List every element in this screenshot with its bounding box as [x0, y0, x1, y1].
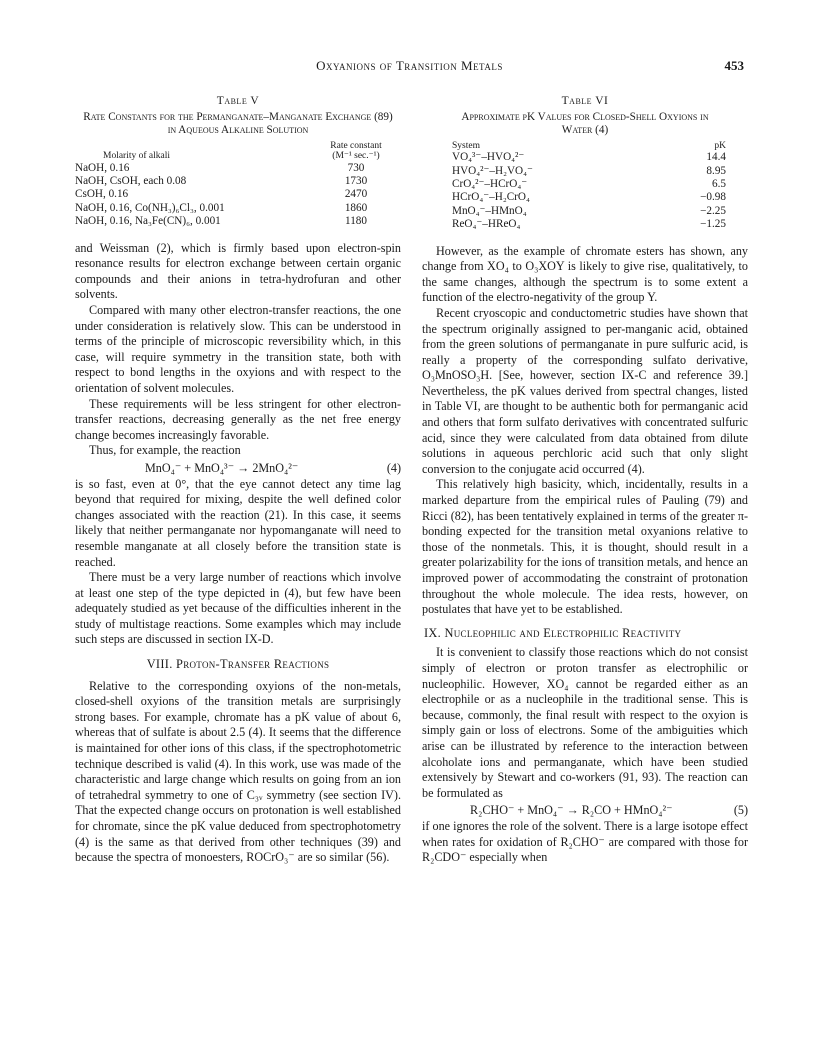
table-cell: NaOH, 0.16 — [75, 161, 130, 174]
table-cell: HVO₄²⁻–H₂VO₄⁻ — [452, 164, 533, 177]
paragraph: Relative to the corresponding oxyions of the non-metals, closed-shell oxyions of the transition metals are surprisingly strong bases. For example, chromate has a pK value of about 6, whereas that of sulfate is about 2.5 (4). It seems that the difference is maintained for other ions of this class, if the spectrophotometric technique described is valid (4). In this work, use was made of the characteristic and large change which results on going from an ion of tetrahedral symmetry to one of C₃ᵥ symmetry (see section IV). That the expected change occurs on protonation is well established for chromate, since the pK value deduced from spectrophotometry (4) is the same as that derived from other techniques (39) and because the spectra of monoesters, ROCrO₃⁻ are so similar (56). — [75, 678, 401, 865]
table-5 — [75, 94, 401, 229]
table-6-col2-header: pK — [714, 140, 726, 151]
table-5-label: Table V — [216, 95, 260, 107]
equation-body: R₂CHO⁻ + MnO₄⁻ → R₂CO + HMnO₄²⁻ — [470, 803, 673, 818]
paragraph: There must be a very large number of reactions which involve at least one step of the type depicted in (4), but few have been adequately studied as yet because of the difficulties inherent in the study of multistage reactions. Some examples which may include such steps are discussed in section IX-D. — [75, 570, 401, 647]
paragraph: Thus, for example, the reaction — [89, 443, 241, 458]
paragraph: These requirements will be less stringent for other electron-transfer reactions, decreasing generally as the net free energy change becomes increasingly favorable. — [75, 396, 401, 442]
table-row — [75, 188, 401, 201]
table-cell: 6.5 — [712, 177, 726, 190]
page-header — [75, 58, 744, 78]
table-cell: HCrO₄⁻–H₂CrO₄ — [452, 191, 530, 204]
paragraph: This relatively high basicity, which, incidentally, results in a marked departure from the empirical rules of Pauling (79) and Ricci (82), has been tentatively explained in terms of the greater π-bonding expected for the transition metal oxyanions relative to those of the nonmetals. This, it is thought, should result in a greater polarizability for the ions of transition metals, and hence an improved power of accommodating the constraint of protonation throughout the whole molecule. The idea rests, however, on postulates that have yet to be established. — [422, 477, 748, 617]
table-row — [422, 165, 748, 178]
table-cell: 2470 — [344, 188, 368, 201]
paragraph: is so fast, even at 0°, that the eye cannot detect any time lag beyond that required for mixing, despite the well defined color changes associated with the reaction (21). In this case, it seems likely that neither permanganate nor hypomanganate will need to resemble manganate at all closely before the transition state is reached. — [75, 476, 401, 569]
equation-5 — [422, 803, 748, 819]
table-row — [75, 215, 401, 228]
table-5-grid — [75, 141, 401, 229]
table-cell: NaOH, 0.16, Na₃Fe(CN)₆, 0.001 — [75, 215, 221, 228]
table-5-caption: Rate Constants for the Permanganate–Manganate Exchange (89) in Aqueous Alkaline Solution — [83, 110, 393, 137]
table-cell: VO₄³⁻–HVO₄²⁻ — [452, 151, 525, 164]
table-cell: −1.25 — [700, 218, 726, 231]
table-6-caption-line2: Water (4) — [561, 124, 609, 137]
table-cell: CrO₄²⁻–HCrO₄⁻ — [452, 177, 528, 190]
table-cell: NaOH, 0.16, Co(NH₃)₆Cl₃, 0.001 — [75, 201, 225, 214]
table-cell: 730 — [347, 161, 365, 174]
equation-number: (4) — [386, 460, 401, 475]
table-cell: CsOH, 0.16 — [75, 188, 129, 201]
table-6 — [422, 94, 748, 232]
table-row — [75, 175, 401, 188]
table-6-grid — [422, 141, 748, 232]
paragraph: However, as the example of chromate esters has shown, any change from XO₄ to O₃XOY is likely to give rise, qualitatively, to the same changes, although the spectrum is to some extent a function of the electro-negativity of the group Y. — [422, 243, 748, 305]
table-cell: 14.4 — [706, 151, 726, 164]
table-row — [422, 178, 748, 191]
equation-4 — [75, 461, 401, 477]
table-cell: 8.95 — [706, 164, 726, 177]
paragraph: It is convenient to classify those reactions which do not consist simply of electron or proton transfer as electrophilic or nucleophilic. However, XO₄ cannot be regarded either as an electrophile or as a nucleophile in the traditional sense. This is because, commonly, the final result with respect to the oxyion is simply gain or loss of electrons. Some of the ambiguities which arise can be illustrated by reference to the interaction between alcoholate ions and permanganate, which have been studied extensively by Stewart and co-workers (91, 93). The reaction can be formulated as — [422, 645, 748, 800]
table-6-caption: Approximate pK Values for Closed-Shell Oxyions in — [461, 110, 709, 123]
table-5-col2-header-line1: Rate constant — [330, 140, 382, 151]
paragraph: Compared with many other electron-transfer reactions, the one under consideration is relatively slow. This can be understood in terms of the principle of microscopic reversibility which, in this case, will require symmetry in the transition state, both with respect to bond lengths in the oxyions and with respect to the orientation of solvent molecules. — [75, 303, 401, 395]
page-number: 453 — [724, 58, 744, 73]
table-row — [422, 151, 748, 164]
table-cell: NaOH, CsOH, each 0.08 — [75, 175, 187, 187]
paragraph: and Weissman (2), which is firmly based upon electron-spin resonance results for electron exchange between certain organic compounds and their anions in tetra-hydrofuran and other solvents. — [75, 240, 401, 302]
table-cell: −2.25 — [700, 204, 726, 217]
table-cell: 1180 — [345, 215, 367, 228]
table-row — [422, 191, 748, 204]
section-heading-9: IX. Nucleophilic and Electrophilic Reactivity — [424, 625, 682, 640]
table-row — [75, 162, 401, 175]
table-cell: 1860 — [344, 201, 368, 214]
running-title: Oxyanions of Transition Metals — [316, 58, 503, 73]
table-5-col2-header-line2: (M⁻¹ sec.⁻¹) — [332, 151, 380, 162]
table-row — [75, 202, 401, 215]
equation-body: MnO₄⁻ + MnO₄³⁻ → 2MnO₄²⁻ — [145, 460, 299, 475]
table-5-col1-header: Molarity of alkali — [103, 151, 171, 162]
table-cell: MnO₄⁻–HMnO₄ — [452, 204, 527, 217]
table-cell: ReO₄⁻–HReO₄ — [452, 218, 521, 231]
table-cell: −0.98 — [700, 191, 726, 204]
right-column — [422, 94, 748, 866]
table-row — [422, 205, 748, 218]
paragraph: Recent cryoscopic and conductometric studies have shown that the spectrum originally assigned to per-manganic acid, obtained from the green solutions of permanganate in pure sulfuric acid, is really a property of the corresponding sulfato derivative, O₃MnOSO₃H. [See, however, section IX-C and reference 39.] Nevertheless, the pK values derived from spectral changes, listed in Table VI, are thought to be authentic both for permanganic acid and others that form sulfato derivatives with concentrated sulfuric acid, since they were calculated from data obtained from dilute solutions in aqueous perchloric acid such that only slight conversion to the conjugate acid occurred (4). — [422, 305, 748, 476]
equation-number: (5) — [733, 803, 748, 818]
left-column — [75, 94, 401, 866]
section-heading-8: VIII. Proton-Transfer Reactions — [146, 657, 330, 672]
table-6-label: Table VI — [561, 95, 609, 107]
table-cell: 1730 — [344, 175, 368, 187]
paragraph: if one ignores the role of the solvent. There is a large isotope effect when rates for oxidation of R₂CHO⁻ are compared with those for R₂CDO⁻ especially when — [422, 818, 748, 865]
table-6-col1-header: System — [452, 140, 480, 151]
table-row — [422, 218, 748, 231]
